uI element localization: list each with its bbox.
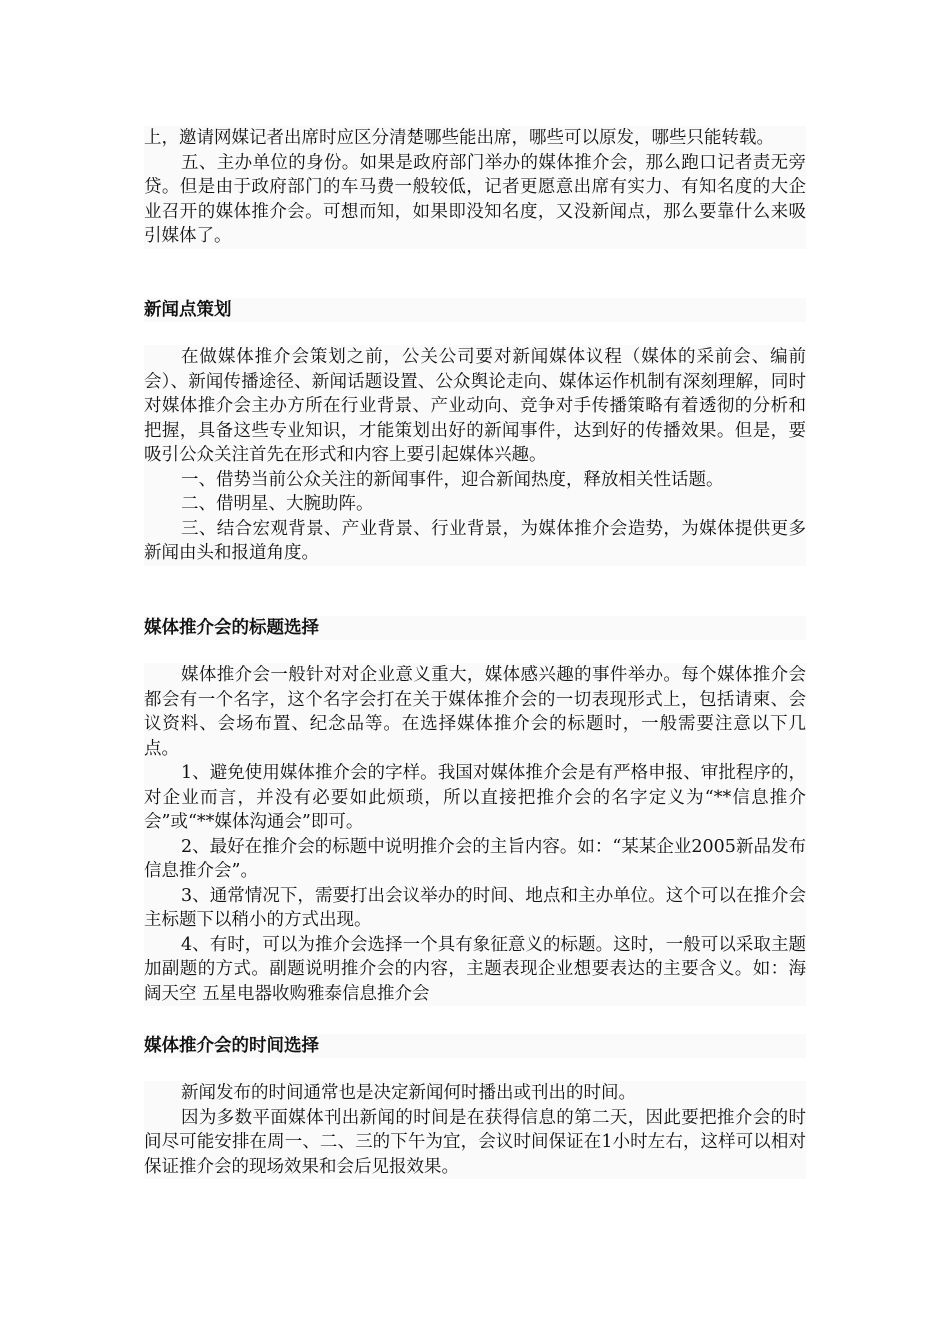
list-item-title-2: 2、最好在推介会的标题中说明推介会的主旨内容。如：“某某企业2005新品发布信息推介会”。 bbox=[144, 836, 806, 881]
section-heading-time-choice: 媒体推介会的时间选择 bbox=[144, 1036, 319, 1056]
section-time-choice-body bbox=[144, 1081, 806, 1179]
paragraph-title-intro: 媒体推介会一般针对对企业意义重大，媒体感兴趣的事件举办。每个媒体推介会都会有一个名字，这个名字会打在关于媒体推介会的一切表现形式上，包括请柬、会议资料、会场布置、纪念品等。在选择媒体推介会的标题时，一般需要注意以下几点。 bbox=[144, 665, 806, 759]
paragraph-time-intro: 新闻发布的时间通常也是决定新闻何时播出或刊出的时间。 bbox=[181, 1083, 636, 1103]
paragraph-time-detail: 因为多数平面媒体刊出新闻的时间是在获得信息的第二天，因此要把推介会的时间尽可能安排在周一、二、三的下午为宜，会议时间保证在1小时左右，这样可以相对保证推介会的现场效果和会后见报效果。 bbox=[144, 1107, 806, 1177]
section-heading-news-point: 新闻点策划 bbox=[144, 300, 232, 320]
section-heading-title-choice: 媒体推介会的标题选择 bbox=[144, 618, 319, 638]
paragraph-continuation: 上，邀请网媒记者出席时应区分清楚哪些能出席，哪些可以原发，哪些只能转载。 bbox=[144, 128, 774, 148]
list-item-news-3: 三、结合宏观背景、产业背景、行业背景，为媒体推介会造势，为媒体提供更多新闻由头和报道角度。 bbox=[144, 518, 806, 563]
list-item-news-1: 一、借势当前公众关注的新闻事件，迎合新闻热度，释放相关性话题。 bbox=[181, 469, 724, 490]
list-item-news-2: 二、借明星、大腕助阵。 bbox=[181, 494, 374, 514]
paragraph-host-identity: 五、主办单位的身份。如果是政府部门举办的媒体推介会，那么跑口记者责无旁贷。但是由于政府部门的车马费一般较低，记者更愿意出席有实力、有知名度的大企业召开的媒体推介会。可想而知，如果即没知名度，又没新闻点，那么要靠什么来吸引媒体了。 bbox=[144, 152, 806, 246]
list-item-title-1: 1、避免使用媒体推介会的字样。我国对媒体推介会是有严格申报、审批程序的，对企业而言，并没有必要如此烦琐，所以直接把推介会的名字定义为“**信息推介会”或“**媒体沟通会”即可。 bbox=[144, 763, 806, 832]
section-news-point bbox=[144, 298, 806, 322]
list-item-title-4: 4、有时，可以为推介会选择一个具有象征意义的标题。这时，一般可以采取主题加副题的方式。副题说明推介会的内容，主题表现企业想要表达的主要含义。如：海阔天空 五星电器收购雅泰信息推介会 bbox=[144, 934, 806, 1004]
section-time-choice bbox=[144, 1034, 806, 1058]
section-news-point-body bbox=[144, 345, 806, 566]
section-title-choice bbox=[144, 616, 806, 640]
section-title-choice-body bbox=[144, 663, 806, 1006]
paragraph-news-planning: 在做媒体推介会策划之前，公关公司要对新闻媒体议程（媒体的采前会、编前会）、新闻传播途径、新闻话题设置、公众舆论走向、媒体运作机制有深刻理解，同时对媒体推介会主办方所在行业背景、产业动向、竞争对手传播策略有着透彻的分析和把握，具备这些专业知识，才能策划出好的新闻事件，达到好的传播效果。但是，要吸引公众关注首先在形式和内容上要引起媒体兴趣。 bbox=[144, 347, 806, 465]
section-intro-continuation bbox=[144, 126, 806, 249]
list-item-title-3: 3、通常情况下，需要打出会议举办的时间、地点和主办单位。这个可以在推介会主标题下以稍小的方式出现。 bbox=[144, 885, 806, 930]
